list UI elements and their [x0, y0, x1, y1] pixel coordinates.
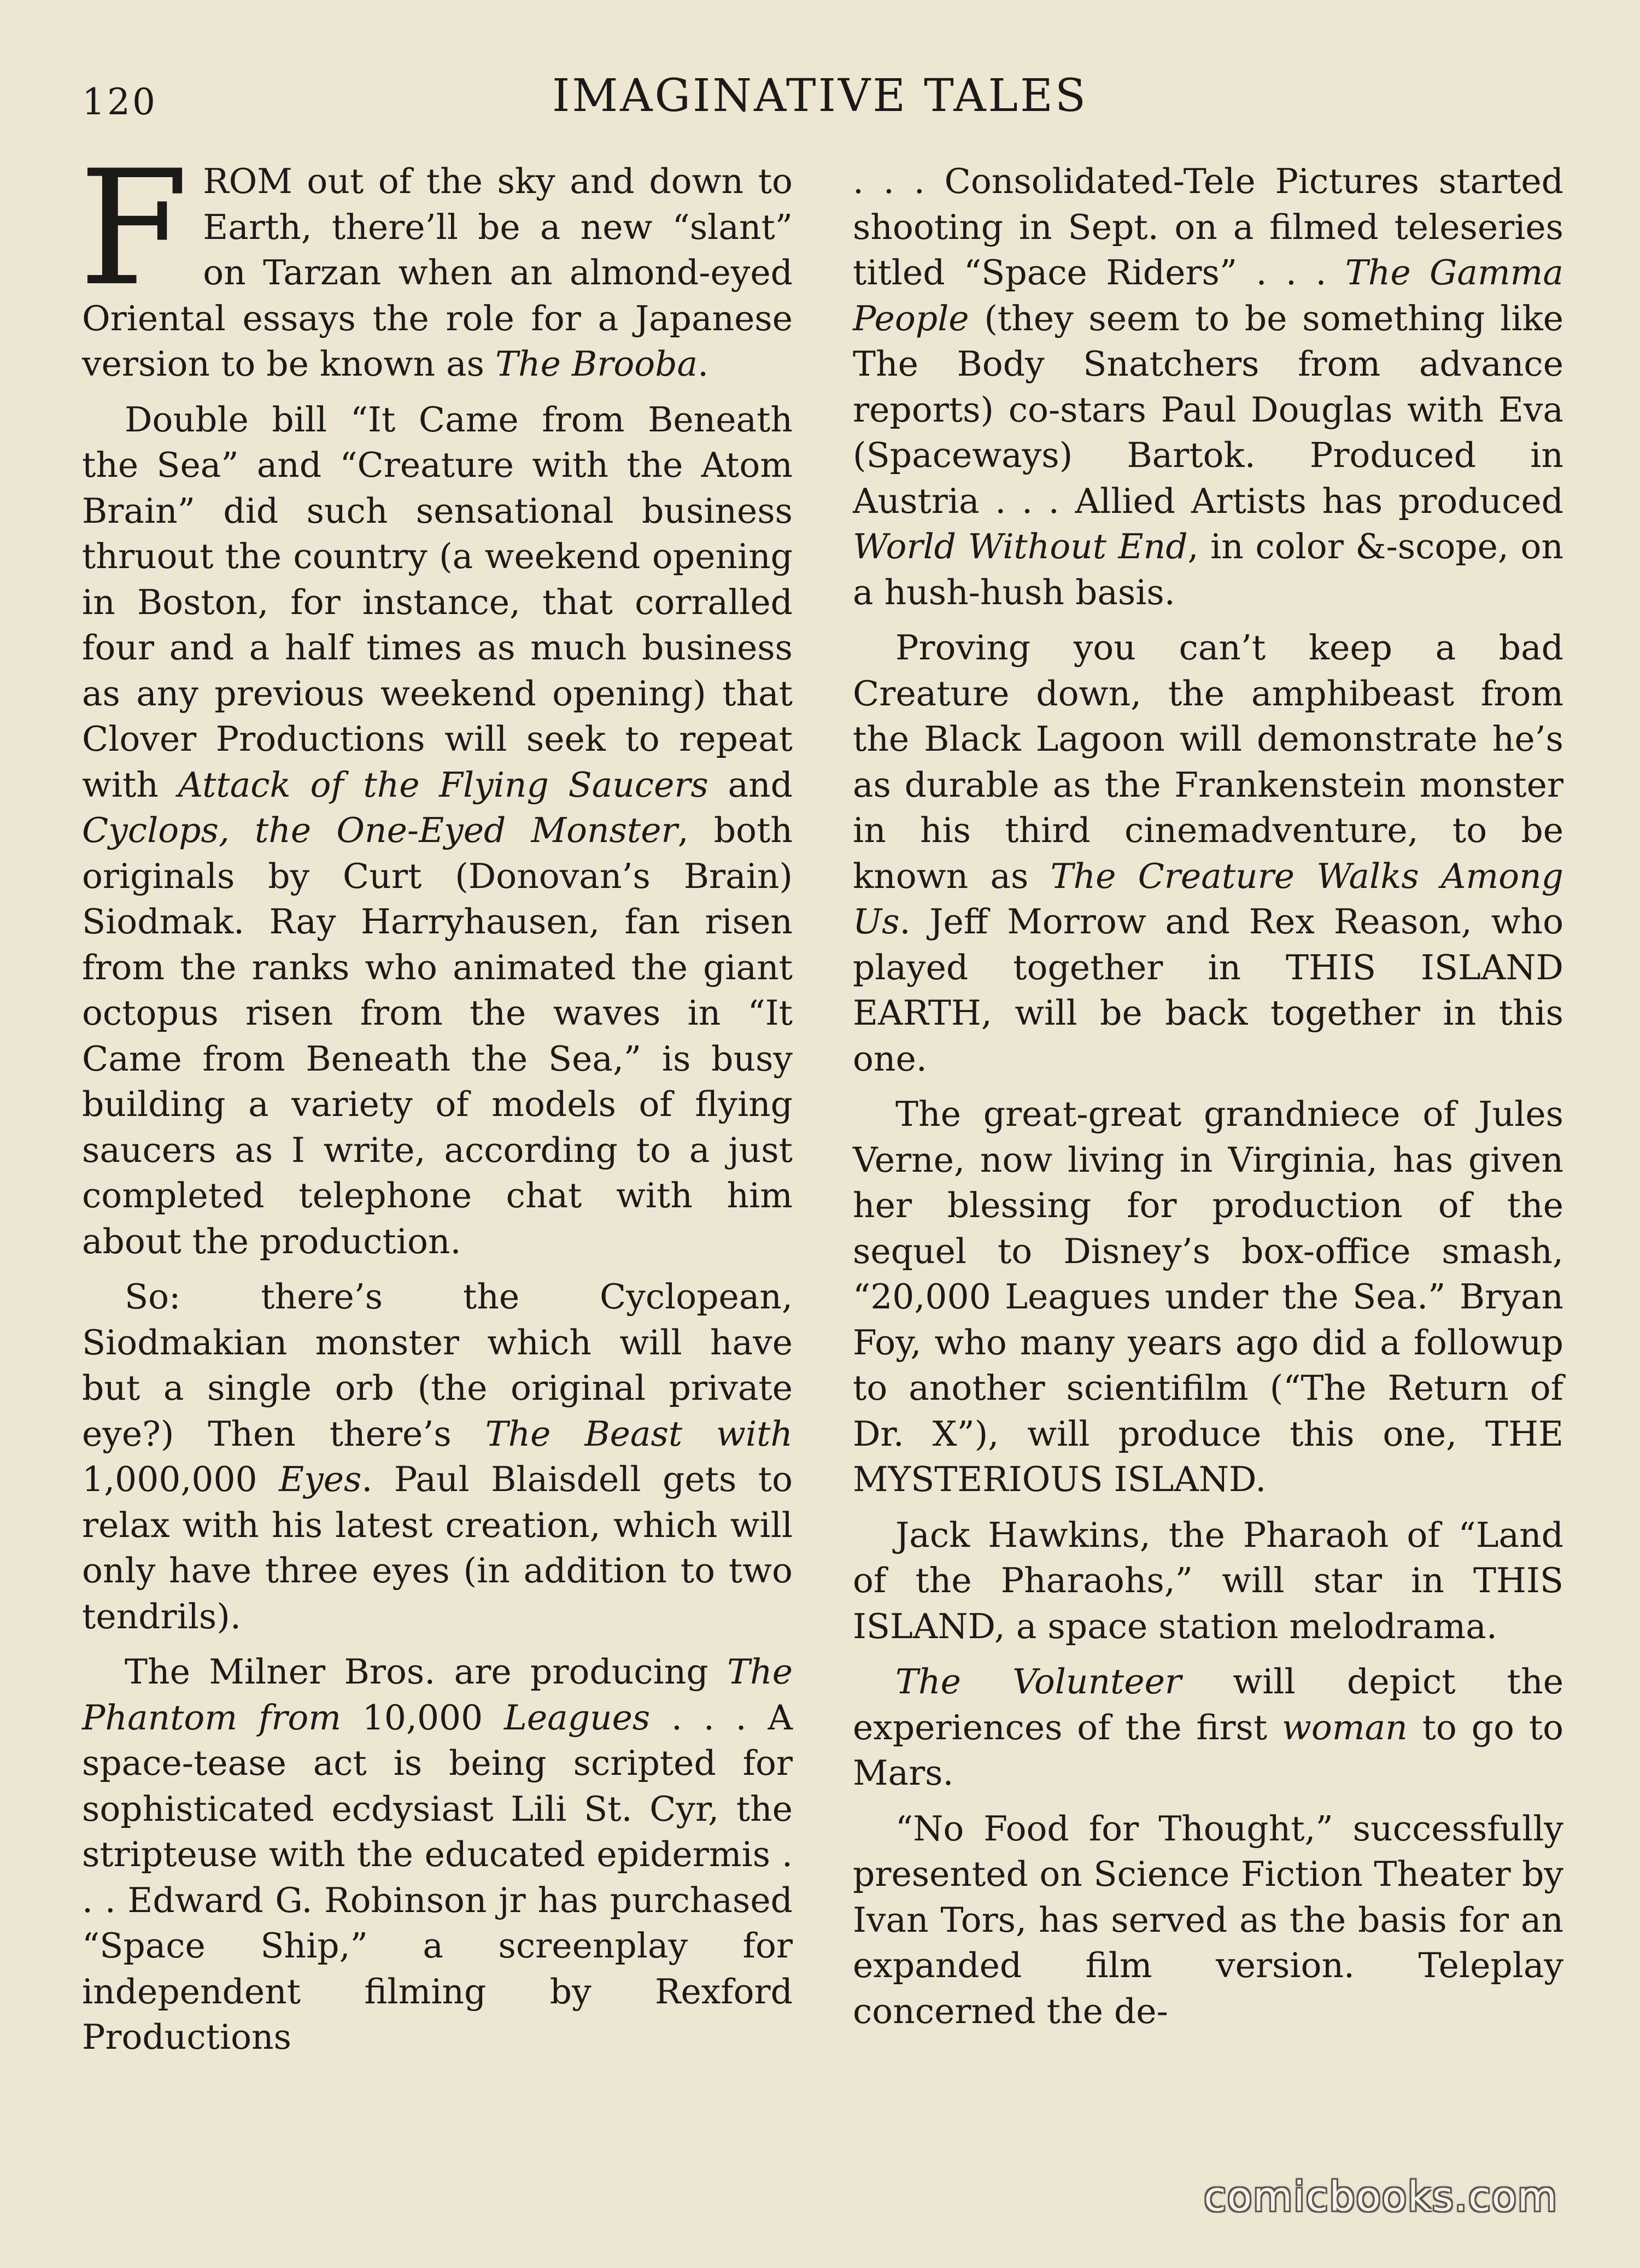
paragraph: “No Food for Thought,” successfully presented on Science Fiction Theater by Ivan Tors, has served as the basis for an expanded film version. Teleplay concerned the de-: [853, 1808, 1563, 2031]
drop-cap: F: [79, 137, 189, 321]
running-title: IMAGINATIVE TALES: [552, 70, 1088, 122]
page-header: [0, 70, 1640, 136]
paragraph: So: there’s the Cyclopean, Siodmakian monster which will have but a single orb (the original private eye?) Then there’s The Beast with 1,000,000 Eyes. Paul Blaisdell gets to relax with his latest creation, which will only have three eyes (in addition to two tendrils).: [82, 1277, 793, 1636]
paragraph: Jack Hawkins, the Pharaoh of “Land of the Pharaohs,” will star in THIS ISLAND, a space station melodrama.: [853, 1515, 1563, 1646]
left-column: [79, 137, 793, 2070]
watermark: comicbooks.com: [1204, 2173, 1558, 2220]
paragraph: . . . Consolidated-Tele Pictures started shooting in Sept. on a filmed teleseries titled “Space Riders” . . . The Gamma People (they seem to be something like The Body Snatchers from advance reports) co-stars Paul Douglas with Eva (Spaceways) Bartok. Produced in Austria . . . Allied Artists has produced World Without End, in color &-scope, on a hush-hush basis.: [853, 161, 1563, 612]
paragraph: Proving you can’t keep a bad Creature down, the amphibeast from the Black Lagoon will demonstrate he’s as durable as the Frankenstein monster in his third cinemadventure, to be known as The Creature Walks Among Us. Jeff Morrow and Rex Reason, who played together in THIS ISLAND EARTH, will be back together in this one.: [853, 628, 1563, 1079]
paragraph: The great-great grandniece of Jules Verne, now living in Virginia, has given her blessing for production of the sequel to Disney’s box-office smash, “20,000 Leagues under the Sea.” Bryan Foy, who many years ago did a followup to another scientifilm (“The Return of Dr. X”), will produce this one, THE MYSTERIOUS ISLAND.: [853, 1094, 1563, 1499]
paragraph: The Milner Bros. are producing The Phantom from 10,000 Leagues . . . A space-tease act is being scripted for sophisticated ecdysiast Lili St. Cyr, the stripteuse with the educated epidermis . . . Edward G. Robinson jr has purchased “Space Ship,” a screenplay for independent filming by Rexford Productions: [82, 1652, 793, 2057]
page-number: 120: [82, 81, 157, 123]
paragraph: Double bill “It Came from Beneath the Sea” and “Creature with the Atom Brain” did such sensational business thruout the country (a weekend opening in Boston, for instance, that corralled four and a half times as much business as any previous weekend opening) that Clover Productions will seek to repeat with Attack of the Flying Saucers and Cyclops, the One-Eyed Monster, both originals by Curt (Donovan’s Brain) Siodmak. Ray Harryhausen, fan risen from the ranks who animated the giant octopus risen from the waves in “It Came from Beneath the Sea,” is busy building a variety of models of flying saucers as I write, according to a just completed telephone chat with him about the production.: [82, 399, 793, 1261]
paragraph: FROM out of the sky and down to Earth, there’ll be a new “slant” on Tarzan when an almond-eyed Oriental essays the role for a Japanese version to be known as The Brooba.: [79, 137, 793, 384]
paragraph: The Volunteer will depict the experiences of the first woman to go to Mars.: [853, 1662, 1563, 1793]
right-column: [853, 159, 1563, 2044]
